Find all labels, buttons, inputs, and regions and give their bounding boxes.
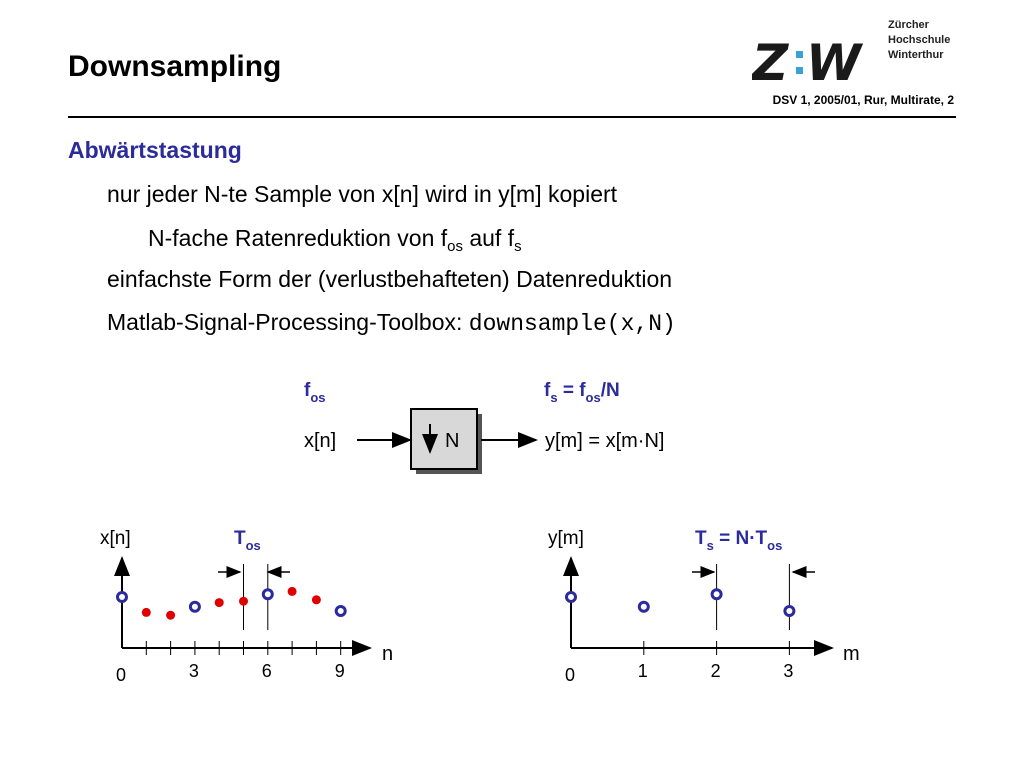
downsampler-factor: N <box>445 430 460 452</box>
bullet-2-mid: auf f <box>462 225 515 251</box>
right-ylabel: y[m] <box>548 528 584 549</box>
svg-text:W: W <box>806 34 862 80</box>
left-tick-label: 9 <box>334 661 345 681</box>
left-tick-label: 6 <box>261 661 272 681</box>
bullet-2-sub-s: s <box>514 238 522 256</box>
logo-line-1: Zürcher <box>888 19 929 31</box>
right-tick-label: 1 <box>637 661 648 681</box>
downsampled-sample <box>712 590 721 599</box>
left-tick-label: 3 <box>188 661 199 681</box>
right-period-label: $T_s = N\cdot T_{os}$ <box>695 528 783 553</box>
left-ylabel: x[n] <box>100 528 131 549</box>
right-tick-label: 0 <box>565 665 576 685</box>
left-xlabel: n <box>382 643 394 665</box>
downsampled-sample <box>567 593 576 602</box>
bullet-1: nur jeder N-te Sample von x[n] wird in y[m] kopiert <box>107 181 618 207</box>
input-signal-label: x[n] <box>304 430 337 452</box>
matlab-code: downsample(x,N) <box>468 311 676 337</box>
logo-line-3: Winterthur <box>888 49 944 61</box>
logo-line-2: Hochschule <box>888 34 951 46</box>
right-xlabel: m <box>843 643 860 665</box>
downsampled-sample <box>639 602 648 611</box>
left-period-label: $T_{os}$ <box>234 528 261 553</box>
svg-text:Z: Z <box>752 34 789 80</box>
bullet-4-prefix: Matlab-Signal-Processing-Toolbox: <box>107 309 469 335</box>
left-tick-label: 0 <box>116 665 127 685</box>
output-rate-label: $f_s = f_{os}/N$ <box>544 380 620 405</box>
bullet-3: einfachste Form der (verlustbehafteten) Datenreduktion <box>107 266 673 292</box>
page-title: Downsampling <box>68 50 282 83</box>
output-signal-label: y[m] = x[m·N] <box>545 430 665 452</box>
bullet-2-prefix: N-fache Ratenreduktion von f <box>148 225 448 251</box>
downsampled-sample <box>785 607 794 616</box>
bullet-2-sub-os: os <box>447 238 463 256</box>
slide-reference: DSV 1, 2005/01, Rur, Multirate, 2 <box>772 93 954 107</box>
right-tick-label: 2 <box>710 661 721 681</box>
section-heading: Abwärtstastung <box>68 137 242 163</box>
right-tick-label: 3 <box>783 661 794 681</box>
input-rate-label: $f_{os}$ <box>304 380 326 405</box>
